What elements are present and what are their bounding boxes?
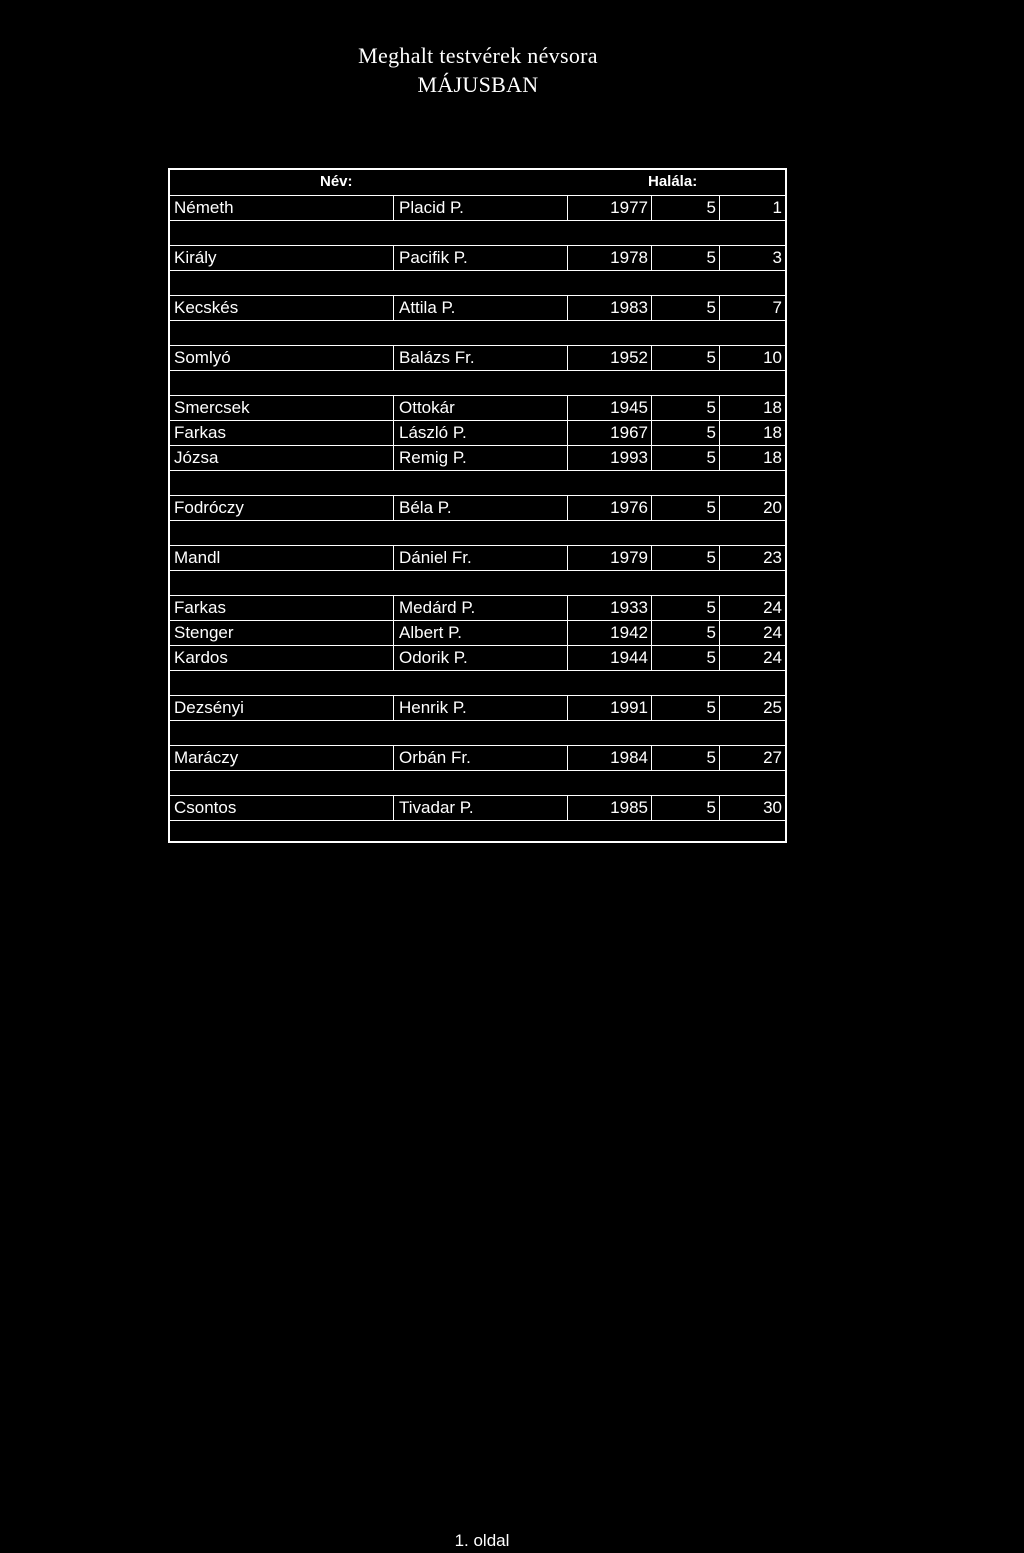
first-name: Placid P. (393, 196, 567, 220)
death-month: 5 (651, 646, 719, 670)
death-day: 20 (719, 496, 785, 520)
first-name: Medárd P. (393, 596, 567, 620)
death-year: 1979 (567, 546, 651, 570)
header-death: Halála: (648, 173, 698, 190)
first-name: Tivadar P. (393, 796, 567, 820)
death-year: 1967 (567, 421, 651, 445)
death-year: 1983 (567, 296, 651, 320)
page-title: Meghalt testvérek névsora (358, 43, 598, 68)
death-month: 5 (651, 621, 719, 645)
death-month: 5 (651, 696, 719, 720)
last-name: Mandl (174, 548, 221, 567)
death-year: 1984 (567, 746, 651, 770)
death-day: 3 (719, 246, 785, 270)
last-name: Maráczy (174, 748, 239, 767)
first-name: Béla P. (393, 496, 567, 520)
first-name: Ottokár (393, 396, 567, 420)
table-row (170, 496, 785, 521)
death-year: 1933 (567, 596, 651, 620)
page-number: 1. oldal (454, 1531, 510, 1550)
table-row (170, 296, 785, 321)
death-day: 30 (719, 796, 785, 820)
death-day: 7 (719, 296, 785, 320)
first-name: Pacifik P. (393, 246, 567, 270)
death-year: 1944 (567, 646, 651, 670)
death-year: 1977 (567, 196, 651, 220)
table-row (170, 196, 785, 221)
first-name: Odorik P. (393, 646, 567, 670)
deceased-list-table (168, 168, 787, 843)
death-year: 1952 (567, 346, 651, 370)
death-day: 10 (719, 346, 785, 370)
death-month: 5 (651, 196, 719, 220)
table-row (170, 396, 785, 421)
death-month: 5 (651, 546, 719, 570)
death-year: 1976 (567, 496, 651, 520)
death-day: 18 (719, 396, 785, 420)
first-name: Attila P. (393, 296, 567, 320)
table-row (170, 421, 785, 446)
table-row (170, 246, 785, 271)
first-name: Balázs Fr. (393, 346, 567, 370)
death-month: 5 (651, 346, 719, 370)
death-month: 5 (651, 396, 719, 420)
last-name: Csontos (174, 798, 237, 817)
last-name: Stenger (174, 623, 234, 642)
last-name: Kecskés (174, 298, 239, 317)
last-name: Németh (174, 198, 234, 217)
table-row (170, 446, 785, 471)
death-month: 5 (651, 446, 719, 470)
table-row (170, 546, 785, 571)
death-year: 1978 (567, 246, 651, 270)
table-row (170, 346, 785, 371)
last-name: Dezsényi (174, 698, 244, 717)
last-name: Smercsek (174, 398, 250, 417)
death-month: 5 (651, 796, 719, 820)
death-day: 23 (719, 546, 785, 570)
first-name: Albert P. (393, 621, 567, 645)
table-row (170, 696, 785, 721)
last-name: Király (174, 248, 217, 267)
death-year: 1945 (567, 396, 651, 420)
table-row (170, 596, 785, 621)
page-subtitle: MÁJUSBAN (417, 72, 539, 97)
death-day: 1 (719, 196, 785, 220)
last-name: Farkas (174, 423, 226, 442)
death-day: 18 (719, 421, 785, 445)
death-month: 5 (651, 246, 719, 270)
death-day: 18 (719, 446, 785, 470)
death-day: 24 (719, 596, 785, 620)
table-header (170, 170, 785, 196)
death-year: 1942 (567, 621, 651, 645)
header-name: Név: (320, 173, 353, 190)
table-row (170, 746, 785, 771)
death-month: 5 (651, 596, 719, 620)
table-row (170, 796, 785, 821)
last-name: Józsa (174, 448, 219, 467)
first-name: Henrik P. (393, 696, 567, 720)
last-name: Somlyó (174, 348, 231, 367)
death-day: 24 (719, 646, 785, 670)
last-name: Farkas (174, 598, 226, 617)
first-name: Orbán Fr. (393, 746, 567, 770)
table-row (170, 621, 785, 646)
first-name: Dániel Fr. (393, 546, 567, 570)
death-month: 5 (651, 421, 719, 445)
death-month: 5 (651, 296, 719, 320)
table-row (170, 646, 785, 671)
death-day: 25 (719, 696, 785, 720)
death-year: 1985 (567, 796, 651, 820)
death-day: 24 (719, 621, 785, 645)
last-name: Kardos (174, 648, 228, 667)
first-name: László P. (393, 421, 567, 445)
death-year: 1993 (567, 446, 651, 470)
first-name: Remig P. (393, 446, 567, 470)
death-day: 27 (719, 746, 785, 770)
death-month: 5 (651, 496, 719, 520)
death-month: 5 (651, 746, 719, 770)
death-year: 1991 (567, 696, 651, 720)
last-name: Fodróczy (174, 498, 244, 517)
